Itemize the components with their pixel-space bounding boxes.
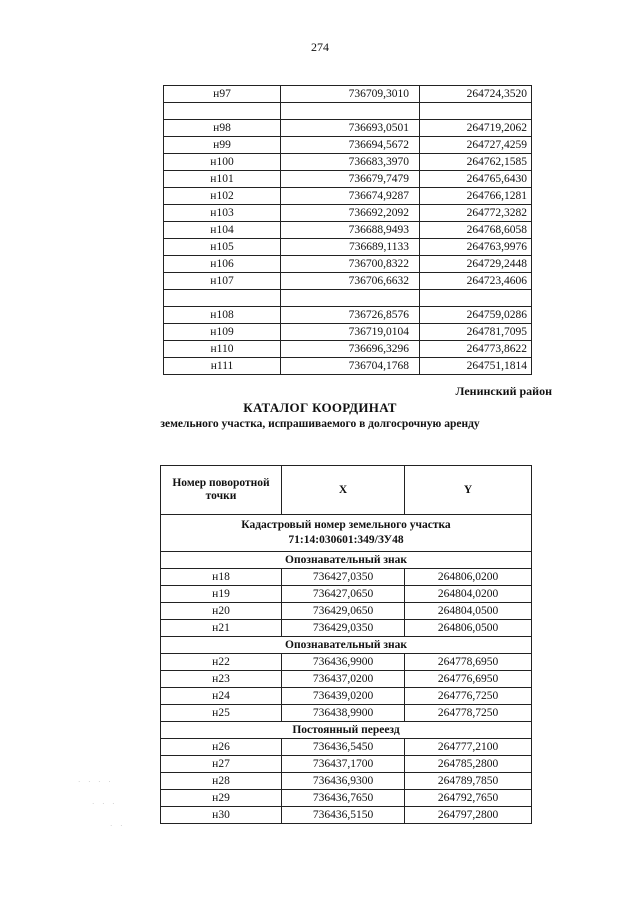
point-number-cell: н101 xyxy=(164,171,281,188)
y-coordinate-cell: 264768,6058 xyxy=(420,222,532,239)
y-coordinate-cell: 264762,1585 xyxy=(420,154,532,171)
table-row xyxy=(164,171,532,188)
y-coordinate-cell xyxy=(420,290,532,307)
scan-artifact: · · xyxy=(110,822,126,830)
table-row xyxy=(164,188,532,205)
section-header-row xyxy=(161,722,532,739)
point-number-cell: н98 xyxy=(164,120,281,137)
table-row xyxy=(161,705,532,722)
y-coordinate-cell: 264729,2448 xyxy=(420,256,532,273)
cadastral-label: Кадастровый номер земельного участка xyxy=(241,519,451,531)
point-number-cell: н97 xyxy=(164,86,281,103)
x-coordinate-cell: 736436,5450 xyxy=(282,739,405,756)
y-coordinate-cell: 264773,8622 xyxy=(420,341,532,358)
table-row xyxy=(164,120,532,137)
y-coordinate-cell: 264723,4606 xyxy=(420,273,532,290)
table-row xyxy=(164,239,532,256)
x-coordinate-cell xyxy=(281,290,420,307)
catalog-subtitle: земельного участка, испрашиваемого в долгосрочную аренду xyxy=(160,418,480,430)
coordinates-catalog-table xyxy=(160,465,532,824)
x-coordinate-cell: 736696,3296 xyxy=(281,341,420,358)
point-number-cell xyxy=(164,103,281,120)
y-coordinate-cell: 264804,0200 xyxy=(405,586,532,603)
y-coordinate-cell: 264763,9976 xyxy=(420,239,532,256)
page-number: 274 xyxy=(311,40,329,54)
section-header-row xyxy=(161,637,532,654)
district-label: Ленинский район xyxy=(455,384,552,398)
table-row xyxy=(161,671,532,688)
point-number-cell: н28 xyxy=(161,773,282,790)
table-row xyxy=(164,307,532,324)
scan-artifact: · · · · xyxy=(78,778,114,786)
table-row xyxy=(161,654,532,671)
x-coordinate-cell: 736679,7479 xyxy=(281,171,420,188)
catalog-title: КАТАЛОГ КООРДИНАТ xyxy=(243,400,397,415)
y-coordinate-cell: 264781,7095 xyxy=(420,324,532,341)
y-coordinate-cell: 264804,0500 xyxy=(405,603,532,620)
point-number-cell: н29 xyxy=(161,790,282,807)
empty-row xyxy=(164,290,532,307)
x-coordinate-cell: 736693,0501 xyxy=(281,120,420,137)
section-title: Опознавательный знак xyxy=(161,637,532,654)
y-coordinate-cell: 264806,0200 xyxy=(405,569,532,586)
x-coordinate-cell: 736439,0200 xyxy=(282,688,405,705)
table-row xyxy=(164,154,532,171)
point-number-cell: н109 xyxy=(164,324,281,341)
x-coordinate-cell: 736689,1133 xyxy=(281,239,420,256)
table-row xyxy=(164,273,532,290)
y-coordinate-cell: 264806,0500 xyxy=(405,620,532,637)
point-number-cell: н111 xyxy=(164,358,281,375)
point-number-cell: н100 xyxy=(164,154,281,171)
table-row xyxy=(161,790,532,807)
point-number-cell: н20 xyxy=(161,603,282,620)
x-coordinate-cell: 736429,0350 xyxy=(282,620,405,637)
empty-row xyxy=(164,103,532,120)
table-row xyxy=(164,137,532,154)
table-row xyxy=(161,807,532,824)
point-number-cell: н19 xyxy=(161,586,282,603)
y-coordinate-cell: 264778,7250 xyxy=(405,705,532,722)
table-row xyxy=(161,773,532,790)
y-coordinate-cell: 264751,1814 xyxy=(420,358,532,375)
point-number-cell: н105 xyxy=(164,239,281,256)
y-coordinate-cell xyxy=(420,103,532,120)
section-title: Постоянный переезд xyxy=(161,722,532,739)
table-row xyxy=(164,341,532,358)
point-number-cell: н104 xyxy=(164,222,281,239)
header-point-number: Номер поворотной точки xyxy=(161,466,282,515)
table-row xyxy=(161,756,532,773)
x-coordinate-cell: 736692,2092 xyxy=(281,205,420,222)
table-row xyxy=(161,688,532,705)
x-coordinate-cell: 736709,3010 xyxy=(281,86,420,103)
y-coordinate-cell: 264759,0286 xyxy=(420,307,532,324)
y-coordinate-cell: 264727,4259 xyxy=(420,137,532,154)
point-number-cell: н108 xyxy=(164,307,281,324)
y-coordinate-cell: 264776,6950 xyxy=(405,671,532,688)
point-number-cell: н18 xyxy=(161,569,282,586)
point-number-cell: н24 xyxy=(161,688,282,705)
y-coordinate-cell: 264792,7650 xyxy=(405,790,532,807)
table-row xyxy=(164,205,532,222)
y-coordinate-cell: 264778,6950 xyxy=(405,654,532,671)
x-coordinate-cell: 736427,0350 xyxy=(282,569,405,586)
point-number-cell: н106 xyxy=(164,256,281,273)
coordinates-table-continued xyxy=(163,85,532,375)
point-number-cell xyxy=(164,290,281,307)
x-coordinate-cell: 736436,5150 xyxy=(282,807,405,824)
x-coordinate-cell: 736683,3970 xyxy=(281,154,420,171)
header-y: Y xyxy=(405,466,532,515)
point-number-cell: н22 xyxy=(161,654,282,671)
x-coordinate-cell: 736704,1768 xyxy=(281,358,420,375)
point-number-cell: н21 xyxy=(161,620,282,637)
point-number-cell: н26 xyxy=(161,739,282,756)
table-header-row xyxy=(161,466,532,515)
point-number-cell: н30 xyxy=(161,807,282,824)
point-number-cell: н99 xyxy=(164,137,281,154)
y-coordinate-cell: 264719,2062 xyxy=(420,120,532,137)
y-coordinate-cell: 264724,3520 xyxy=(420,86,532,103)
y-coordinate-cell: 264789,7850 xyxy=(405,773,532,790)
table-row xyxy=(161,739,532,756)
y-coordinate-cell: 264772,3282 xyxy=(420,205,532,222)
x-coordinate-cell: 736436,9300 xyxy=(282,773,405,790)
table-row xyxy=(164,222,532,239)
y-coordinate-cell: 264777,2100 xyxy=(405,739,532,756)
section-header-row xyxy=(161,552,532,569)
x-coordinate-cell: 736726,8576 xyxy=(281,307,420,324)
point-number-cell: н103 xyxy=(164,205,281,222)
point-number-cell: н23 xyxy=(161,671,282,688)
x-coordinate-cell: 736674,9287 xyxy=(281,188,420,205)
x-coordinate-cell: 736688,9493 xyxy=(281,222,420,239)
table-row xyxy=(161,586,532,603)
table-row xyxy=(161,569,532,586)
y-coordinate-cell: 264766,1281 xyxy=(420,188,532,205)
x-coordinate-cell: 736438,9900 xyxy=(282,705,405,722)
point-number-cell: н27 xyxy=(161,756,282,773)
table-row xyxy=(164,256,532,273)
point-number-cell: н102 xyxy=(164,188,281,205)
x-coordinate-cell: 736436,9900 xyxy=(282,654,405,671)
cadastral-row xyxy=(161,515,532,552)
y-coordinate-cell: 264765,6430 xyxy=(420,171,532,188)
x-coordinate-cell: 736437,1700 xyxy=(282,756,405,773)
y-coordinate-cell: 264776,7250 xyxy=(405,688,532,705)
x-coordinate-cell: 736700,8322 xyxy=(281,256,420,273)
table-row xyxy=(161,620,532,637)
y-coordinate-cell: 264797,2800 xyxy=(405,807,532,824)
cadastral-number: 71:14:030601:349/ЗУ48 xyxy=(288,534,404,546)
x-coordinate-cell: 736706,6632 xyxy=(281,273,420,290)
x-coordinate-cell: 736427,0650 xyxy=(282,586,405,603)
table-row xyxy=(164,358,532,375)
table-row xyxy=(164,324,532,341)
x-coordinate-cell: 736694,5672 xyxy=(281,137,420,154)
scan-artifact: · · · xyxy=(92,800,118,808)
x-coordinate-cell: 736719,0104 xyxy=(281,324,420,341)
point-number-cell: н25 xyxy=(161,705,282,722)
point-number-cell: н110 xyxy=(164,341,281,358)
header-x: X xyxy=(282,466,405,515)
cadastral-cell xyxy=(161,515,532,552)
y-coordinate-cell: 264785,2800 xyxy=(405,756,532,773)
section-title: Опознавательный знак xyxy=(161,552,532,569)
table-row xyxy=(161,603,532,620)
x-coordinate-cell: 736429,0650 xyxy=(282,603,405,620)
x-coordinate-cell xyxy=(281,103,420,120)
x-coordinate-cell: 736437,0200 xyxy=(282,671,405,688)
x-coordinate-cell: 736436,7650 xyxy=(282,790,405,807)
table-row xyxy=(164,86,532,103)
point-number-cell: н107 xyxy=(164,273,281,290)
